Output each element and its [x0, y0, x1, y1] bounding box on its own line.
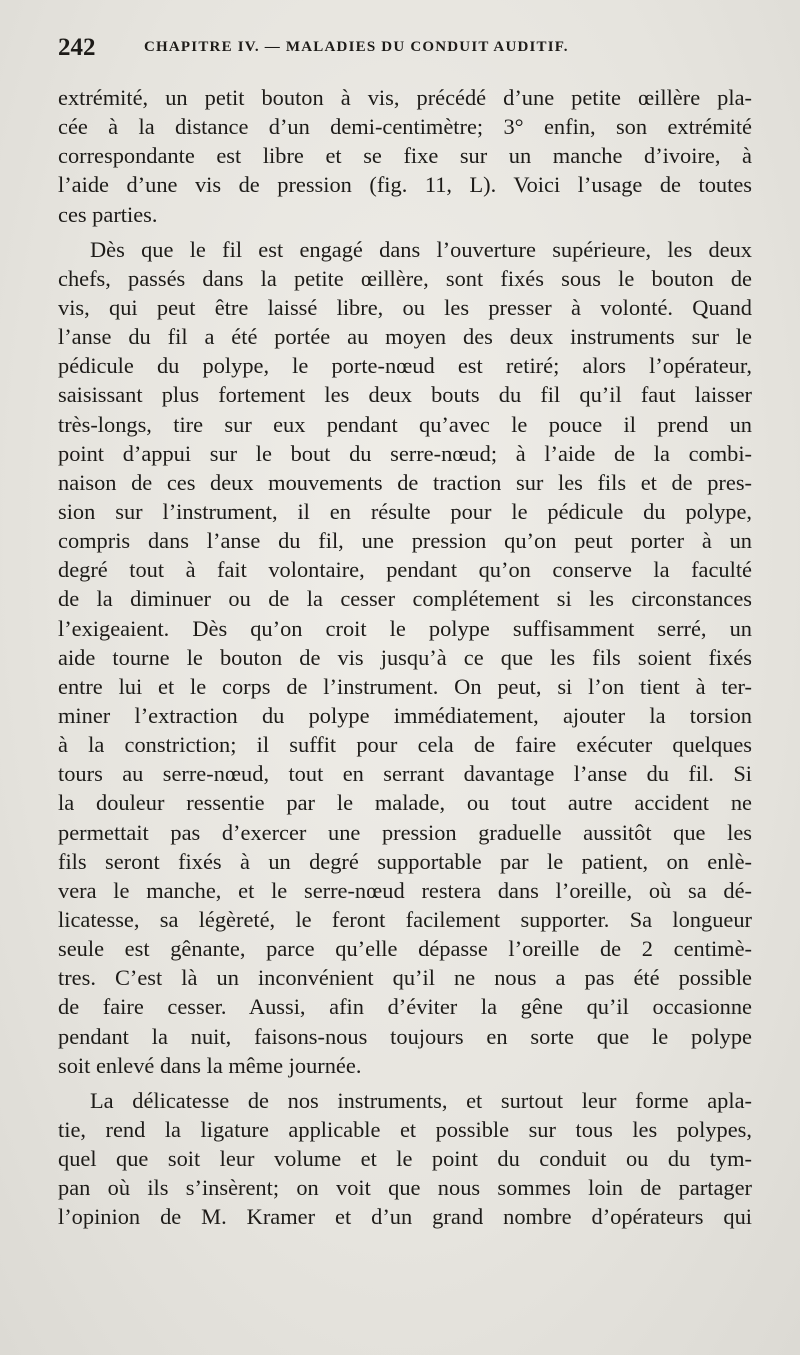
text-line: seule est gênante, parce qu’elle dépasse l’oreille de 2 centimè- — [58, 936, 752, 962]
text-line: miner l’extraction du polype immédiatement, ajouter la torsion — [58, 702, 752, 728]
text-line: cée à la distance d’un demi-centimètre; 3° enfin, son extrémité — [58, 114, 752, 140]
text-line: de la diminuer ou de la cesser complétement si les circonstances — [58, 586, 752, 612]
text-line: tours au serre-nœud, tout en serrant davantage l’anse du fil. Si — [58, 761, 752, 787]
text-line: pendant la nuit, faisons-nous toujours en sorte que le polype — [58, 1023, 752, 1049]
text-line: compris dans l’anse du fil, une pression qu’on peut porter à un — [58, 528, 752, 554]
text-line: sion sur l’instrument, il en résulte pour le pédicule du polype, — [58, 498, 752, 524]
text-line: soit enlevé dans la même journée. — [58, 1052, 362, 1078]
text-line: l’exigeaient. Dès qu’on croit le polype suffisamment serré, un — [58, 615, 752, 641]
text-line: La délicatesse de nos instruments, et surtout leur forme apla- — [90, 1087, 752, 1113]
text-line: de faire cesser. Aussi, afin d’éviter la gêne qu’il occasionne — [58, 994, 752, 1020]
running-head: CHAPITRE IV. — MALADIES DU CONDUIT AUDITIF. — [144, 39, 569, 55]
text-line: très-longs, tire sur eux pendant qu’avec le pouce il prend un — [58, 411, 752, 437]
text-line: la douleur ressentie par le malade, ou tout autre accident ne — [58, 790, 752, 816]
text-line: naison de ces deux mouvements de traction sur les fils et de pres- — [58, 469, 752, 495]
text-line: fils seront fixés à un degré supportable par le patient, on enlè- — [58, 848, 752, 874]
text-line: tres. C’est là un inconvénient qu’il ne nous a pas été possible — [58, 965, 752, 991]
text-line: licatesse, sa légèreté, le feront facilement supporter. Sa longueur — [58, 906, 752, 932]
text-line: degré tout à fait volontaire, pendant qu’on conserve la faculté — [58, 557, 752, 583]
page-number: 242 — [58, 34, 96, 61]
text-line: saisissant plus fortement les deux bouts du fil qu’il faut laisser — [58, 382, 752, 408]
text-line: l’anse du fil a été portée au moyen des deux instruments sur le — [58, 324, 752, 350]
text-line: l’aide d’une vis de pression (fig. 11, L). Voici l’usage de toutes — [58, 172, 752, 198]
text-line: point d’appui sur le bout du serre-nœud; à l’aide de la combi- — [58, 440, 752, 466]
page-header — [58, 34, 758, 66]
text-line: correspondante est libre et se fixe sur un manche d’ivoire, à — [58, 143, 752, 169]
text-line: permettait pas d’exercer une pression graduelle aussitôt que les — [58, 819, 752, 845]
body-text — [58, 83, 752, 1231]
text-line: entre lui et le corps de l’instrument. On peut, si l’on tient à ter- — [58, 673, 752, 699]
text-line: vis, qui peut être laissé libre, ou les presser à volonté. Quand — [58, 294, 752, 320]
text-line: tie, rend la ligature applicable et possible sur tous les polypes, — [58, 1116, 752, 1142]
text-line: ces parties. — [58, 201, 158, 227]
text-line: vera le manche, et le serre-nœud restera dans l’oreille, où sa dé- — [58, 877, 752, 903]
text-line: pan où ils s’insèrent; on voit que nous sommes loin de partager — [58, 1175, 752, 1201]
text-line: aide tourne le bouton de vis jusqu’à ce que les fils soient fixés — [58, 644, 752, 670]
text-line: Dès que le fil est engagé dans l’ouverture supérieure, les deux — [90, 236, 752, 262]
text-line: quel que soit leur volume et le point du conduit ou du tym- — [58, 1146, 752, 1172]
text-line: chefs, passés dans la petite œillère, sont fixés sous le bouton de — [58, 265, 752, 291]
text-line: l’opinion de M. Kramer et d’un grand nombre d’opérateurs qui — [58, 1204, 752, 1230]
text-line: extrémité, un petit bouton à vis, précédé d’une petite œillère pla- — [58, 85, 752, 110]
text-line: à la constriction; il suffit pour cela de faire exécuter quelques — [58, 732, 752, 758]
text-line: pédicule du polype, le porte-nœud est retiré; alors l’opérateur, — [58, 353, 752, 379]
